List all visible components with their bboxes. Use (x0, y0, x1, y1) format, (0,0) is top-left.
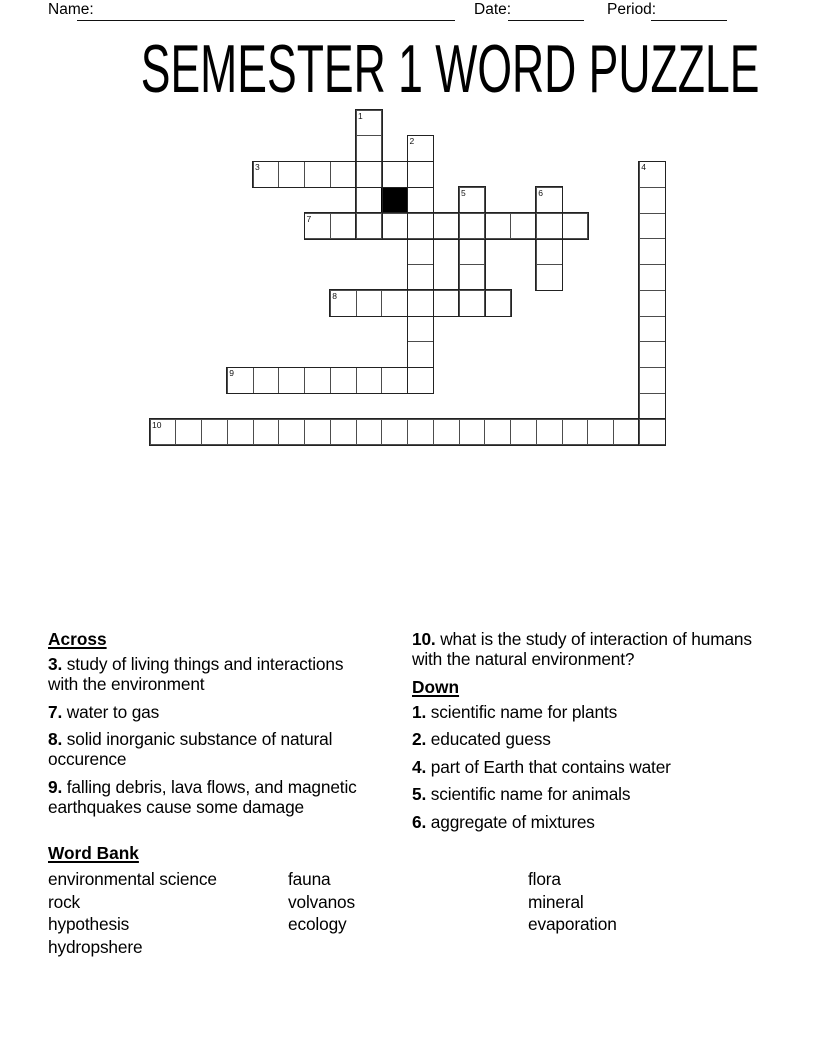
grid-cell (356, 110, 383, 137)
grid-cell (639, 264, 666, 291)
grid-cell (381, 213, 408, 240)
grid-cell (330, 367, 357, 394)
grid-cell (536, 238, 563, 265)
grid-cell (356, 135, 383, 162)
grid-cell (587, 419, 614, 446)
blocked-cell (381, 187, 408, 214)
grid-cell (459, 264, 486, 291)
grid-cell (253, 367, 280, 394)
grid-cell (562, 213, 589, 240)
word-bank-column (528, 868, 768, 958)
grid-cell (304, 161, 331, 188)
word-bank-item: hypothesis (48, 914, 130, 935)
grid-cell (381, 290, 408, 317)
grid-cell (536, 187, 563, 214)
grid-cell (407, 213, 434, 240)
grid-cell (639, 290, 666, 317)
across-heading: Across (48, 629, 107, 649)
grid-cell (150, 419, 177, 446)
grid-cell (253, 161, 280, 188)
word-bank-item: ecology (288, 914, 347, 935)
word-bank-item: mineral (528, 891, 584, 912)
clue-item-10-across: 10. what is the study of interaction of humans with the natural environment? (412, 629, 752, 669)
grid-cell (304, 419, 331, 446)
grid-cell (227, 367, 254, 394)
grid-cell (227, 419, 254, 446)
grid-cell (433, 213, 460, 240)
crossword-grid (150, 110, 666, 446)
grid-cell (407, 419, 434, 446)
grid-cell (536, 419, 563, 446)
grid-cell (407, 187, 434, 214)
word-bank-item: rock (48, 891, 81, 912)
grid-cell (356, 161, 383, 188)
word-bank-item: evaporation (528, 914, 617, 935)
grid-cell (639, 316, 666, 343)
grid-cell (459, 213, 486, 240)
grid-cell (330, 213, 357, 240)
cell-number: 3 (255, 162, 260, 172)
grid-cell (356, 213, 383, 240)
grid-cell (253, 419, 280, 446)
grid-cell (330, 290, 357, 317)
cell-number: 10 (152, 419, 162, 430)
grid-cell (407, 341, 434, 368)
grid-cell (484, 213, 511, 240)
word-bank-item: volvanos (288, 891, 356, 912)
grid-cell (278, 419, 305, 446)
grid-cell (536, 213, 563, 240)
clue-item: 9. falling debris, lava flows, and magnetic earthquakes cause some damage (48, 776, 357, 817)
grid-cell (407, 290, 434, 317)
grid-cell (381, 419, 408, 446)
grid-cell (459, 290, 486, 317)
grid-cell (484, 290, 511, 317)
grid-cell (407, 367, 434, 394)
word-bank-item: environmental science (48, 869, 217, 889)
grid-cell (356, 367, 383, 394)
cell-number: 7 (306, 213, 312, 224)
grid-cell (639, 161, 666, 188)
grid-cell (381, 367, 408, 394)
clue-item: 7. water to gas (48, 701, 160, 722)
period-blank-line (651, 0, 727, 21)
grid-cell (304, 367, 331, 394)
grid-cell (510, 213, 537, 240)
grid-cell (536, 264, 563, 291)
grid-cell (356, 290, 383, 317)
grid-cell (407, 238, 434, 265)
grid-cell (639, 419, 666, 446)
grid-cell (330, 419, 357, 446)
clue-item: 1. scientific name for plants (412, 701, 618, 722)
word-bank-item: hydropshere (48, 936, 143, 957)
page-title: SEMESTER 1 WORD PUZZLE (140, 31, 760, 107)
cell-number: 1 (358, 110, 363, 121)
clue-item: 4. part of Earth that contains water (412, 756, 671, 777)
cell-number: 2 (409, 136, 415, 147)
grid-cell (407, 135, 434, 162)
grid-cell (278, 367, 305, 394)
grid-cell (639, 213, 666, 240)
grid-cell (175, 419, 202, 446)
clue-item: 2. educated guess (412, 729, 551, 749)
grid-cell (484, 419, 511, 446)
grid-cell (356, 187, 383, 214)
down-clues-column (412, 629, 768, 839)
clue-item: 8. solid inorganic substance of natural occurence (48, 729, 333, 769)
name-label: Name: (48, 1, 94, 18)
grid-cell (639, 238, 666, 265)
date-label: Date: (474, 1, 512, 18)
grid-cell (433, 290, 460, 317)
grid-cell (639, 393, 666, 420)
across-clues-column (48, 629, 360, 824)
grid-cell (304, 213, 331, 240)
down-heading: Down (412, 676, 460, 697)
grid-cell (639, 341, 666, 368)
cell-number: 9 (229, 368, 234, 378)
grid-cell (639, 187, 666, 214)
grid-cell (201, 419, 228, 446)
word-bank-column (288, 868, 528, 958)
grid-cell (356, 419, 383, 446)
word-bank-column (48, 868, 288, 958)
grid-cell (407, 316, 434, 343)
cell-number: 6 (538, 187, 543, 198)
grid-cell (459, 238, 486, 265)
clue-item: 3. study of living things and interactions with the environment (48, 654, 344, 694)
clue-item: 6. aggregate of mixtures (412, 811, 595, 832)
clue-item: 5. scientific name for animals (412, 784, 631, 804)
word-bank (48, 843, 778, 958)
cell-number: 8 (332, 290, 337, 301)
grid-cell (510, 419, 537, 446)
grid-cell (381, 161, 408, 188)
grid-cell (433, 419, 460, 446)
grid-cell (639, 367, 666, 394)
grid-cell (407, 161, 434, 188)
word-bank-item: fauna (288, 869, 331, 889)
word-bank-item: flora (528, 869, 561, 889)
grid-cell (330, 161, 357, 188)
cell-number: 5 (461, 187, 466, 198)
word-bank-heading: Word Bank (48, 843, 139, 863)
grid-cell (459, 187, 486, 214)
grid-cell (278, 161, 305, 188)
cell-number: 4 (641, 162, 646, 172)
grid-cell (459, 419, 486, 446)
name-blank-line (77, 0, 455, 21)
grid-cell (613, 419, 640, 446)
date-blank-line (508, 0, 584, 21)
grid-cell (407, 264, 434, 291)
period-label: Period: (607, 1, 657, 18)
grid-cell (562, 419, 589, 446)
